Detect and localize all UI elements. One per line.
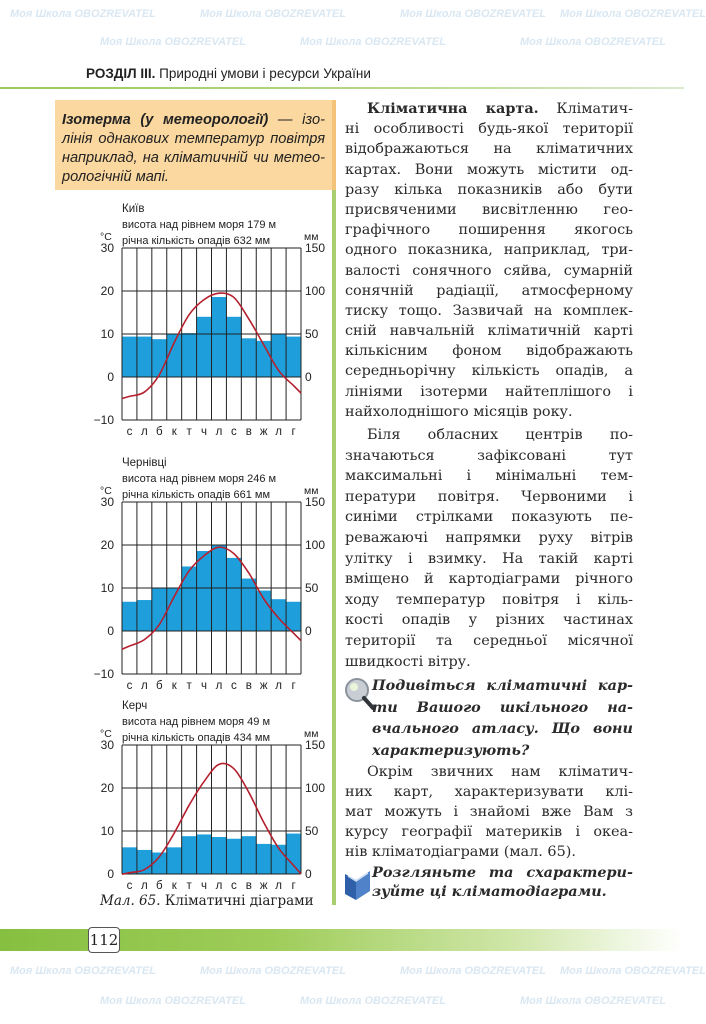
watermark: Моя Школа OBOZREVATEL <box>100 995 246 1007</box>
watermark: Моя Школа OBOZREVATEL <box>400 8 546 20</box>
question-block <box>372 675 633 761</box>
text-line: Розгляньте та схарактери- <box>372 864 633 881</box>
text-line: мат можуть і знайомі вже Вам з <box>345 804 633 820</box>
text-line: відображаються на кліматичних <box>345 141 633 158</box>
precip-bar <box>137 600 152 631</box>
header-divider <box>0 87 684 89</box>
month-label: л <box>141 880 148 892</box>
text-line: разу кілька показників або бути <box>345 181 633 198</box>
paragraph-regional-centers <box>345 425 633 672</box>
text-line <box>345 99 633 119</box>
magnifier-icon <box>342 676 376 717</box>
precip-unit-label: мм <box>304 728 319 740</box>
month-label: л <box>215 426 223 438</box>
figure-label: Мал. 65. <box>100 893 161 909</box>
precip-bar <box>197 551 212 631</box>
month-label: л <box>275 680 282 692</box>
temp-tick-label: 20 <box>100 781 114 795</box>
precip-tick-label: 50 <box>305 581 319 595</box>
month-label: ж <box>259 426 268 438</box>
text-line: реважаючі напрямки руху вітрів <box>345 529 633 546</box>
definition-line: рологічній мапі. <box>62 169 169 185</box>
month-label: в <box>245 680 252 692</box>
precip-bar <box>226 839 241 874</box>
definition-line <box>62 111 325 130</box>
text-line: Біля обласних центрів по- <box>367 427 633 443</box>
temp-tick-label: 30 <box>100 241 114 255</box>
text-line: тиску тощо. Зазвичай на комплек- <box>345 302 633 319</box>
month-label: т <box>186 680 192 692</box>
text-line: ходу температур повітря і кіль- <box>345 591 633 608</box>
month-label: с <box>231 680 237 692</box>
definition-line-rest: — ізо- <box>268 112 325 128</box>
watermark: Моя Школа OBOZREVATEL <box>10 8 156 20</box>
chart-title: Київ <box>122 203 145 215</box>
precip-bar <box>256 844 271 874</box>
text-line: Окрім звичних нам кліматич- <box>367 764 633 780</box>
definition-text <box>62 111 325 187</box>
temp-unit-label: °C <box>100 728 112 740</box>
watermark: Моя Школа OBOZREVATEL <box>400 965 546 977</box>
precip-bar <box>122 847 137 874</box>
temp-tick-label: 30 <box>100 495 114 509</box>
text-line: них карт, характеризувати клі- <box>345 784 633 800</box>
precip-bar <box>212 837 227 874</box>
climate-chart-kyiv <box>90 190 330 449</box>
precip-unit-label: мм <box>304 485 319 497</box>
month-label: в <box>245 426 252 438</box>
month-label: с <box>231 880 237 892</box>
sidebar-accent-green <box>332 190 336 905</box>
temp-tick-label: 0 <box>107 867 114 881</box>
precip-bar <box>197 317 212 377</box>
text-line: присвяченими висвітленню гео- <box>345 201 633 218</box>
precip-unit-label: мм <box>304 231 319 243</box>
text-line: вміщено й картодіаграми річного <box>345 571 633 588</box>
precip-bar <box>182 567 197 632</box>
precip-bar <box>241 579 256 631</box>
month-label: т <box>186 880 192 892</box>
month-label: ж <box>259 880 268 892</box>
month-label: ж <box>259 680 268 692</box>
paragraph-lead: Кліматична карта. <box>367 100 539 117</box>
text-line: найхолоднішого місяців року. <box>345 403 573 420</box>
precip-bar <box>271 599 286 631</box>
chart-annual-precip: річна кількість опадів 632 мм <box>122 235 271 247</box>
text-line: ти Вашого шкільного на- <box>372 698 633 716</box>
temp-tick-label: −10 <box>93 413 114 427</box>
temp-tick-label: 30 <box>100 738 114 752</box>
text-line: ні особливості будь-якої території <box>345 121 633 138</box>
temp-unit-label: °C <box>100 485 112 497</box>
month-label: л <box>215 680 223 692</box>
precip-tick-label: 150 <box>305 495 326 509</box>
temp-tick-label: 10 <box>100 581 114 595</box>
precip-bar <box>167 847 182 874</box>
precip-bar <box>286 337 301 377</box>
text-line: одного показника, наприклад, три- <box>345 242 633 259</box>
text-line: ператури повітря. Червоними і <box>345 488 633 505</box>
text-line: швидкості вітру. <box>345 653 471 670</box>
watermark: Моя Школа OBOZREVATEL <box>100 36 246 48</box>
precip-bar <box>212 297 227 377</box>
precip-tick-label: 0 <box>305 624 312 638</box>
month-label: с <box>126 426 133 438</box>
precip-tick-label: 100 <box>305 284 326 298</box>
month-label: л <box>215 880 223 892</box>
month-label: к <box>171 880 177 892</box>
month-label: к <box>171 426 177 438</box>
text-line: улітку і взимку. На такій карті <box>345 550 633 567</box>
month-label: т <box>186 426 192 438</box>
month-label: с <box>231 426 237 438</box>
month-label: с <box>126 880 133 892</box>
watermark: Моя Школа OBOZREVATEL <box>520 995 666 1007</box>
text-line: графічного поширення якогось <box>345 222 633 239</box>
precip-bar <box>226 558 241 631</box>
month-label: г <box>291 880 296 892</box>
text-line: території та середньої місячної <box>345 632 633 649</box>
month-label: л <box>275 880 282 892</box>
precip-bar <box>197 834 212 874</box>
chart-svg <box>90 440 330 698</box>
month-label: в <box>245 880 252 892</box>
text-line: середньорічну кількість опадів, а <box>345 363 633 380</box>
month-label: г <box>291 426 296 438</box>
precip-tick-label: 150 <box>305 241 326 255</box>
text-line: синіми стрілками показують пе- <box>345 509 633 526</box>
temp-tick-label: 10 <box>100 327 114 341</box>
month-label: б <box>155 880 163 892</box>
section-header <box>86 66 371 81</box>
precip-bar <box>137 337 152 377</box>
text-line: сонячній радіації, атмосферному <box>345 282 633 299</box>
section-title: Природні умови і ресурси України <box>159 66 371 81</box>
text-line-rest: Кліматич- <box>538 101 633 117</box>
temp-unit-label: °C <box>100 231 112 243</box>
paragraph-climate-map <box>345 99 633 422</box>
chart-elevation: висота над рівнем моря 49 м <box>122 716 271 728</box>
month-label: б <box>155 680 163 692</box>
watermark: Моя Школа OBOZREVATEL <box>560 965 706 977</box>
month-label: к <box>171 680 177 692</box>
month-label: ч <box>201 880 208 892</box>
precip-bar <box>152 339 167 377</box>
text-line: зуйте ці кліматодіаграми. <box>372 882 607 900</box>
definition-line: лінія однакових температур повітря <box>62 131 325 147</box>
watermark: Моя Школа OBOZREVATEL <box>200 8 346 20</box>
watermark: Моя Школа OBOZREVATEL <box>560 8 706 20</box>
precip-tick-label: 50 <box>305 824 319 838</box>
precip-tick-label: 50 <box>305 327 319 341</box>
text-line: значаються зафіксовані тут <box>345 447 633 464</box>
watermark: Моя Школа OBOZREVATEL <box>520 36 666 48</box>
precip-bar <box>122 602 137 631</box>
month-label: л <box>141 680 148 692</box>
temp-tick-label: −10 <box>93 667 114 681</box>
text-line: характеризують? <box>372 741 530 759</box>
watermark: Моя Школа OBOZREVATEL <box>300 36 446 48</box>
precip-tick-label: 100 <box>305 781 326 795</box>
watermark: Моя Школа OBOZREVATEL <box>10 965 156 977</box>
month-label: ч <box>201 426 208 438</box>
chart-elevation: висота над рівнем моря 246 м <box>122 473 277 485</box>
section-number: РОЗДІЛ III. <box>86 66 156 81</box>
temp-tick-label: 10 <box>100 824 114 838</box>
task-block <box>372 864 633 901</box>
sidebar-accent-orange <box>332 100 336 190</box>
climate-chart-chernivtsi <box>90 440 330 703</box>
climate-chart-kerch <box>90 695 330 903</box>
month-label: л <box>275 426 282 438</box>
chart-elevation: висота над рівнем моря 179 м <box>122 219 277 231</box>
temp-tick-label: 20 <box>100 538 114 552</box>
month-label: б <box>155 426 163 438</box>
text-line: вчального атласу. Що вони <box>372 720 633 737</box>
precip-bar <box>182 333 197 377</box>
precip-bar <box>167 588 182 631</box>
figure-title: Кліматичні діаграми <box>164 893 314 909</box>
text-line: кількісним фоном відображають <box>345 343 633 360</box>
chart-svg <box>90 190 330 444</box>
text-line: нів кліматодіаграми (мал. 65). <box>345 844 576 860</box>
text-line: картах. Вони можуть містити од- <box>345 161 633 178</box>
text-line: Подивіться кліматичні кар- <box>372 677 633 694</box>
precip-bar <box>182 836 197 874</box>
temp-tick-label: 0 <box>107 370 114 384</box>
month-label: г <box>291 680 296 692</box>
temp-tick-label: 20 <box>100 284 114 298</box>
precip-bar <box>286 834 301 874</box>
page-number: 112 <box>88 927 120 953</box>
precip-bar <box>226 317 241 377</box>
month-label: ч <box>201 680 208 692</box>
text-line: сній навчальній кліматичній карті <box>345 323 633 340</box>
figure-caption <box>100 893 314 909</box>
definition-line: наприклад, на кліматичній чи метео- <box>62 150 325 166</box>
watermark: Моя Школа OBOZREVATEL <box>300 995 446 1007</box>
month-label: л <box>141 426 148 438</box>
precip-bar <box>122 337 137 377</box>
text-line: лініями ізотерми найтеплішого і <box>345 383 633 400</box>
temp-tick-label: 0 <box>107 624 114 638</box>
definition-term: Ізотерма (у метеорології) <box>62 112 269 128</box>
text-line: курсу географії материків і океа- <box>345 824 633 840</box>
chart-title: Керч <box>122 700 148 712</box>
text-line: кості опадів у різних частинах <box>345 612 633 629</box>
paragraph-climate-diagrams <box>345 762 633 862</box>
text-line: максимальні і мінімальні тем- <box>345 468 633 485</box>
chart-annual-precip: річна кількість опадів 661 мм <box>122 489 271 501</box>
month-label: с <box>126 680 133 692</box>
precip-bar <box>241 338 256 377</box>
precip-tick-label: 0 <box>305 370 312 384</box>
chart-svg <box>90 695 330 898</box>
precip-bar <box>286 602 301 631</box>
watermark: Моя Школа OBOZREVATEL <box>200 965 346 977</box>
chart-title: Чернівці <box>122 457 167 469</box>
precip-bar <box>256 591 271 631</box>
precip-tick-label: 0 <box>305 867 312 881</box>
precip-tick-label: 100 <box>305 538 326 552</box>
book-icon <box>342 868 374 907</box>
text-line: валості сонячного сяйва, сумарній <box>345 262 633 279</box>
chart-annual-precip: річна кількість опадів 434 мм <box>122 732 271 744</box>
precip-bar <box>241 836 256 874</box>
precip-tick-label: 150 <box>305 738 326 752</box>
